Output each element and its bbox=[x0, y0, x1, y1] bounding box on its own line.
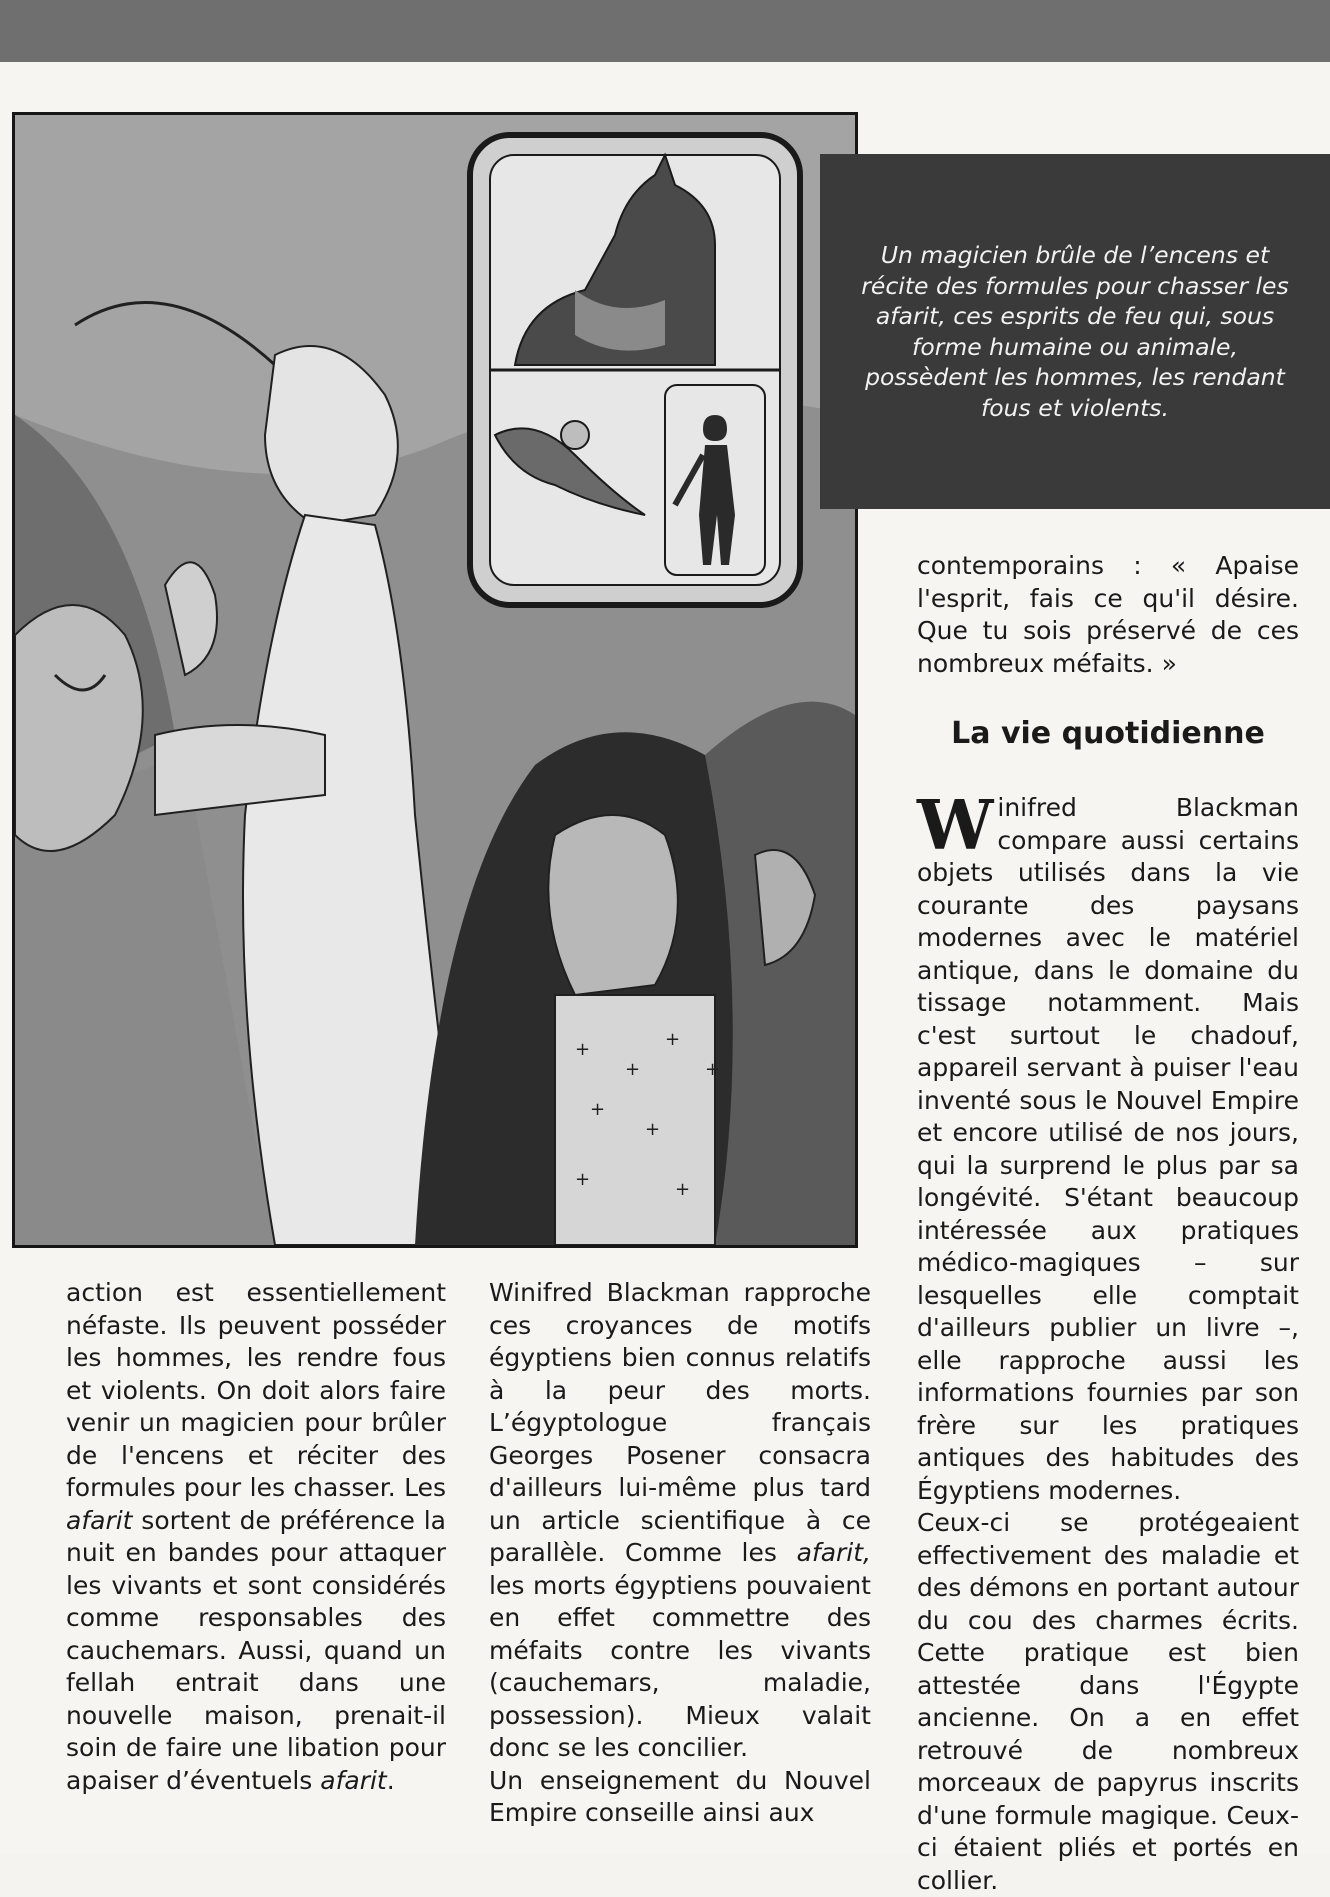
section-title: La vie quotidienne bbox=[951, 716, 1265, 751]
watercolor-illustration bbox=[12, 112, 858, 1248]
middle-column bbox=[489, 1277, 871, 1830]
left-text-1: action est essentiellement néfaste. Ils peuvent posséder les hommes, les rendre fous et violents. On doit alors faire venir un magicien pour brûler de l'encens et réciter des formules pour les chasser. Les bbox=[66, 1278, 446, 1502]
left-italic-1: afarit bbox=[66, 1505, 133, 1535]
svg-text:+: + bbox=[575, 1039, 591, 1060]
svg-text:+: + bbox=[575, 1169, 591, 1190]
illustration-caption bbox=[820, 154, 1330, 509]
left-text-2: sortent de préférence la nuit en bandes pour attaquer les vivants et sont considérés comme responsables des cauchemars. Aussi, quand un fellah entrait dans une nouvelle maison, prenait-il soin de faire une libation pour apaiser d’éventuels bbox=[66, 1505, 446, 1795]
right-column-top bbox=[917, 550, 1299, 680]
svg-text:+: + bbox=[675, 1179, 691, 1200]
left-italic-2: afarit bbox=[320, 1765, 387, 1795]
middle-italic-1: afarit, bbox=[796, 1538, 871, 1567]
left-paragraph bbox=[66, 1277, 446, 1797]
drop-cap: W bbox=[917, 786, 994, 866]
svg-text:+: + bbox=[590, 1099, 606, 1120]
right-paragraph-2: Ceux-ci se protégeaient effectivement des maladie et des démons en portant autour du cou des charmes écrits. Cette pratique est bien attestée dans l'Égypte ancienne. On a en effet retrouvé de nombreux morceaux de papyrus inscrits d'une formule magique. Ceux-ci étaient pliés et portés en collier. bbox=[917, 1508, 1299, 1895]
left-text-3: . bbox=[386, 1765, 395, 1795]
middle-text-2: les morts égyptiens pouvaient en effet commettre des méfaits contre les vivants (cauchemars, maladie, possession). Mieux valait donc se les concilier. bbox=[489, 1570, 871, 1762]
right-top-paragraph: contemporains : « Apaise l'esprit, fais ce qu'il désire. Que tu sois préservé de ces nombreux méfaits. » bbox=[917, 551, 1299, 678]
right-paragraph-1-text: inifred Blackman compare aussi certains objets utilisés dans la vie courante des paysans modernes avec le matériel antique, dans le domaine du tissage notamment. Mais c'est surtout le chadouf, appareil servant à puiser l'eau inventé sous le Nouvel Empire et encore utilisé de nos jours, qui la surprend le plus par sa longévité. S'étant beaucoup intéressée aux pratiques médico-magiques – sur lesquelles elle comptait d'ailleurs publier un livre –, elle rapproche aussi les informations fournies par son frère sur les pratiques antiques des habitudes des Égyptiens modernes. bbox=[917, 793, 1299, 1505]
middle-paragraph-1 bbox=[489, 1277, 871, 1765]
caption-text: Un magicien brûle de l’encens et récite des formules pour chasser les afarit, ces esprits de feu qui, sous forme humaine ou animale, possèdent les hommes, les rendant fous et violents. bbox=[861, 241, 1289, 422]
svg-text:+: + bbox=[645, 1119, 661, 1140]
illustration-drawing bbox=[15, 115, 855, 1245]
right-paragraph-1 bbox=[917, 786, 1299, 1507]
middle-paragraph-2: Un enseignement du Nouvel Empire conseille ainsi aux bbox=[489, 1765, 871, 1827]
left-column bbox=[66, 1277, 446, 1797]
right-column-bottom bbox=[917, 786, 1299, 1897]
svg-text:+: + bbox=[625, 1059, 641, 1080]
svg-text:+: + bbox=[665, 1029, 681, 1050]
middle-text-1: Winifred Blackman rapproche ces croyances de motifs égyptiens bien connus relatifs à la peur des morts. L’égyptologue français Georges Posener consacra d'ailleurs lui-même plus tard un article scientifique à ce parallèle. Comme les bbox=[489, 1278, 871, 1567]
svg-text:+: + bbox=[705, 1059, 721, 1080]
